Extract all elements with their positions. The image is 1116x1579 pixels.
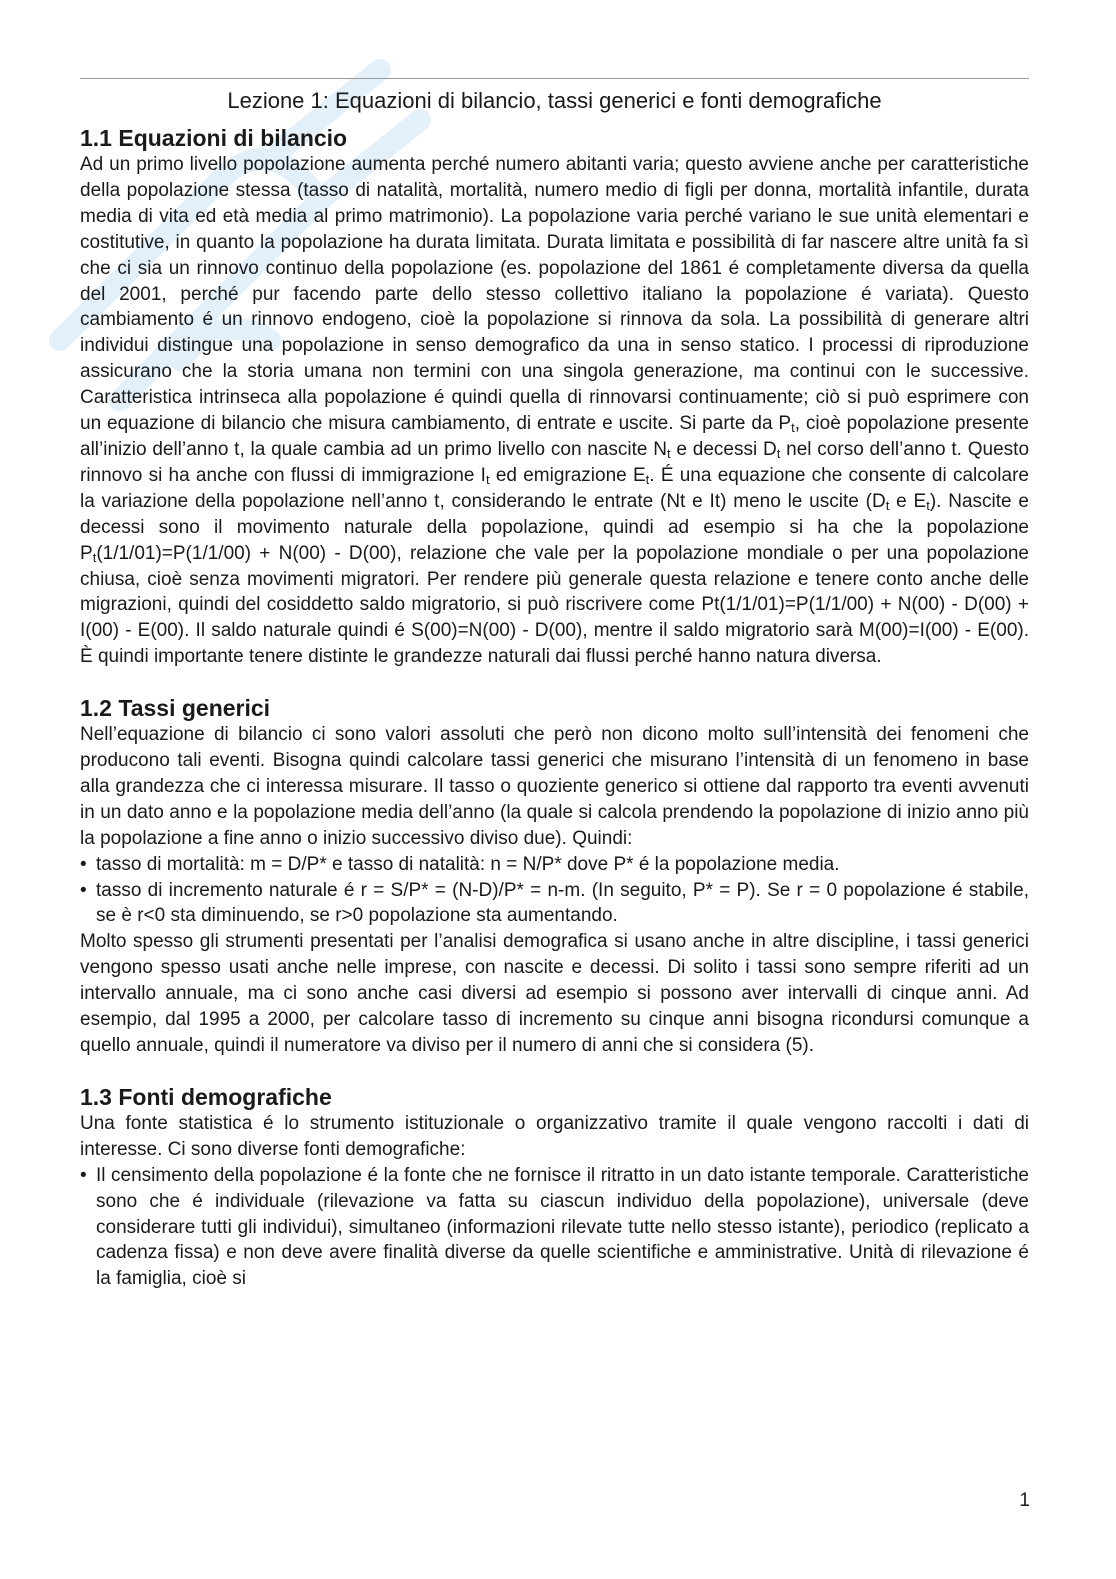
list-item: • Il censimento della popolazione é la fonte che ne fornisce il ritratto in un dato istante temporale. Caratteristiche sono che é individuale (rilevazione va fatta su ciascun individuo della popolazione), universale (deve considerare tutti gli individui), simultaneo (informazioni rilevate tutte nello stesso istante), periodico (replicato a cadenza fissa) e non deve avere finalità diverse da quelle scientifiche e amministrative. Unità di rilevazione é la famiglia, cioè si	[80, 1163, 1029, 1293]
section-bilancio-paragraph: Ad un primo livello popolazione aumenta perché numero abitanti varia; questo avviene anche per caratteristiche della popolazione stessa (tasso di natalità, mortalità, numero medio di figli per donna, mortalità infantile, durata media di vita ed età media al primo matrimonio). La popolazione varia perché variano le sue unità elementari e costitutive, in quanto la popolazione ha durata limitata. Durata limitata e possibilità di far nascere altre unità fa sì che ci sia un rinnovo continuo della popolazione (es. popolazione del 1861 é completamente diversa da quella del 2001, perché pur facendo parte dello stesso collettivo italiano la popolazione é variata). Questo cambiamento é un rinnovo endogeno, cioè la popolazione si rinnova da sola. La possibilità di generare altri individui distingue una popolazione in senso demografico da una in senso statico. I processi di riproduzione assicurano che la storia umana non termini con una singola generazione, ma continui con le successive. Caratteristica intrinseca alla popolazione é quindi quella di rinnovarsi continuamente; ciò si può esprimere con un equazione di bilancio che misura cambiamento, di entrate e uscite. Si parte da $P_t$, cioè popolazione presente all’inizio dell’anno t, la quale cambia ad un primo livello con nascite $N_t$ e decessi $D_t$ nel corso dell’anno t. Questo rinnovo si ha anche con flussi di immigrazione $I_t$ ed emigrazione $E_t$. É una equazione che consente di calcolare la variazione della popolazione nell’anno t, considerando le entrate (Nt e It) meno le uscite ($D_t$ e $E_t$). Nascite e decessi sono il movimento naturale della popolazione, quindi ad esempio si ha che la popolazione $P_t(1/1/01)=P(1/1/00) + N(00) - D(00)$, relazione che vale per la popolazione mondiale o per una popolazione chiusa, cioè senza movimenti migratori. Per rendere più generale questa relazione e tenere conto anche delle migrazioni, quindi del cosiddetto saldo migratorio, si può riscrivere come Pt(1/1/01)=P(1/1/00) + N(00) - D(00) + I(00) - E(00). Il saldo naturale quindi é S(00)=N(00) - D(00), mentre il saldo migratorio sarà M(00)=I(00) - E(00). È quindi importante tenere distinte le grandezze naturali dai flussi perché hanno natura diversa.	[80, 154, 1030, 668]
section-heading-fonti: 1.3 Fonti demografiche	[80, 1083, 332, 1110]
section-fonti-list	[80, 1163, 1029, 1293]
section-heading-bilancio: 1.1 Equazioni di bilancio	[80, 125, 348, 151]
section-tassi-outro: Molto spesso gli strumenti presentati per l’analisi demografica si usano anche in altre discipline, i tassi generici vengono spesso usati anche nelle imprese, con nascite e decessi. Di solito i tassi sono sempre riferiti ad un intervallo annuale, ma ci sono anche casi diversi ad esempio si possono aver intervalli di cinque anni. Ad esempio, dal 1995 a 2000, per calcolare tasso di incremento su cinque anni bisogna ricondursi comunque a quello annuale, quindi il numeratore va diviso per il numero di anni che si considera (5).	[80, 931, 1029, 1056]
section-tassi-list	[80, 852, 1029, 930]
list-item: • tasso di incremento naturale é r = S/P* = (N-D)/P* = n-m. (In seguito, P* = P). Se r = 0 popolazione é stabile, se è r<0 sta diminuendo, se r>0 popolazione sta aumentando.	[80, 878, 1029, 930]
section-tassi-intro: Nell’equazione di bilancio ci sono valori assoluti che però non dicono molto sull’intensità dei fenomeni che producono tali eventi. Bisogna quindi calcolare tassi generici che misurano l’intensità di un fenomeno in base alla grandezza che ci interessa misurare. Il tasso o quoziente generico si ottiene dal rapporto tra eventi avvenuti in un dato anno e la popolazione media dell’anno (la quale si calcola prendendo la popolazione di inizio anno più la popolazione a fine anno o inizio successivo diviso due). Quindi:	[80, 724, 1029, 849]
header-rule	[80, 78, 1029, 79]
document-body	[80, 86, 1029, 1292]
page-number: 1	[1019, 1490, 1030, 1511]
section-fonti-intro: Una fonte statistica é lo strumento istituzionale o organizzativo tramite il quale vengono raccolti i dati di interesse. Ci sono diverse fonti demografiche:	[80, 1112, 1029, 1160]
list-item: • tasso di mortalità: m = D/P* e tasso di natalità: n = N/P* dove P* é la popolazione media.	[80, 852, 1029, 878]
section-heading-tassi: 1.2 Tassi generici	[80, 695, 271, 722]
lesson-title: Lezione 1: Equazioni di bilancio, tassi generici e fonti demografiche	[227, 88, 882, 113]
